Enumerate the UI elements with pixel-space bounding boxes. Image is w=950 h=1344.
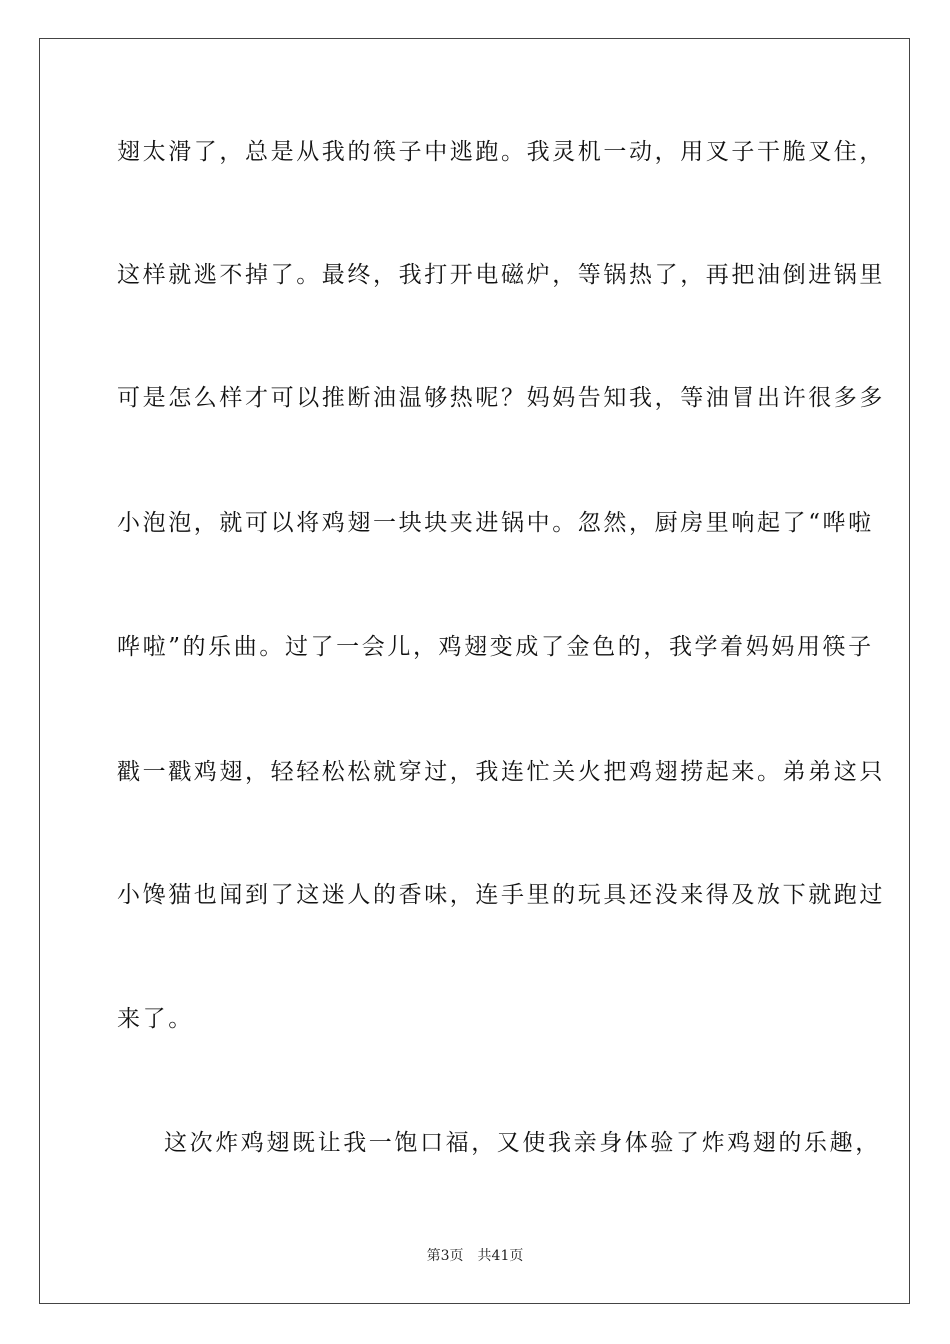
paragraph-first-line: 这次炸鸡翅既让我一饱口福，又使我亲身体验了炸鸡翅的乐趣， — [164, 1130, 881, 1156]
body-text-line: 翅太滑了，总是从我的筷子中逃跑。我灵机一动，用叉子干脆叉住， — [117, 139, 885, 165]
body-text-line: 来了。 — [117, 1006, 194, 1032]
body-text-line: 戳一戳鸡翅，轻轻松松就穿过，我连忙关火把鸡翅捞起来。弟弟这只 — [117, 759, 885, 785]
body-text-line: 哗啦”的乐曲。过了一会儿，鸡翅变成了金色的，我学着妈妈用筷子 — [117, 634, 874, 660]
body-text-line: 小泡泡，就可以将鸡翅一块块夹进锅中。忽然，厨房里响起了“哗啦 — [117, 510, 874, 536]
page-number-footer: 第3页 共41页 — [426, 1248, 524, 1264]
body-text-line: 这样就逃不掉了。最终，我打开电磁炉，等锅热了，再把油倒进锅里 — [117, 262, 885, 288]
body-text-line: 可是怎么样才可以推断油温够热呢？妈妈告知我，等油冒出许很多多 — [117, 385, 885, 411]
page-border — [39, 38, 910, 1304]
body-text-line: 小馋猫也闻到了这迷人的香味，连手里的玩具还没来得及放下就跑过 — [117, 882, 885, 908]
